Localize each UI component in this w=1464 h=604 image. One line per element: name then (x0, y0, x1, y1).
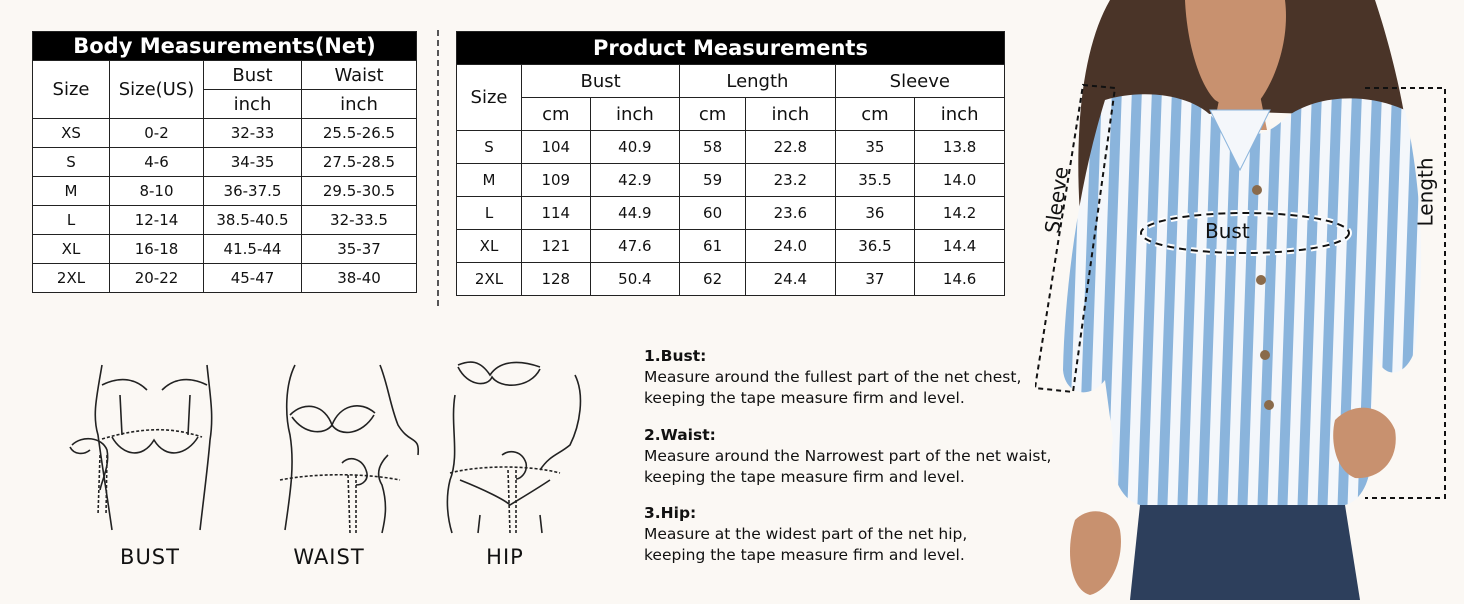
instruction-text: Measure at the widest part of the net hip, (644, 525, 968, 543)
header-bust: Bust (204, 61, 302, 90)
product-photo (1035, 0, 1464, 600)
table-row (457, 263, 1005, 296)
body-measurements-table (32, 31, 417, 293)
instruction-text: Measure around the Narrowest part of the net waist, (644, 447, 1052, 465)
table-cell: L (457, 197, 522, 230)
table-cell: 59 (680, 164, 746, 197)
table-cell: 121 (522, 230, 591, 263)
instruction-text: keeping the tape measure firm and level. (644, 389, 965, 407)
table-cell: 38.5-40.5 (204, 206, 302, 235)
unit-cell: inch (746, 98, 836, 131)
instruction-heading: 3.Hip: (644, 504, 697, 522)
table-cell: 4-6 (110, 148, 204, 177)
table-row (33, 177, 417, 206)
unit-waist: inch (302, 90, 417, 119)
sleeve-annotation-label: Sleeve (1039, 165, 1074, 235)
unit-cell: inch (590, 98, 680, 131)
table-cell: 58 (680, 131, 746, 164)
table-cell: 62 (680, 263, 746, 296)
header-waist: Waist (302, 61, 417, 90)
unit-cell: inch (915, 98, 1005, 131)
table-cell: 13.8 (915, 131, 1005, 164)
table-cell: 22.8 (746, 131, 836, 164)
table-cell: 29.5-30.5 (302, 177, 417, 206)
table-cell: 25.5-26.5 (302, 119, 417, 148)
table-cell: XL (457, 230, 522, 263)
table-cell: 14.4 (915, 230, 1005, 263)
table-cell: 114 (522, 197, 591, 230)
table-cell: 23.2 (746, 164, 836, 197)
table-cell: XS (33, 119, 110, 148)
table-cell: 35-37 (302, 235, 417, 264)
hip-instruction (644, 503, 967, 566)
table-cell: 47.6 (590, 230, 680, 263)
table-cell: 104 (522, 131, 591, 164)
table-cell: XL (33, 235, 110, 264)
instruction-heading: 1.Bust: (644, 347, 707, 365)
table-cell: 36 (835, 197, 915, 230)
table-cell: S (33, 148, 110, 177)
unit-cell: cm (835, 98, 915, 131)
table-row (33, 206, 417, 235)
bust-figure (62, 355, 242, 535)
header-length: Length (680, 65, 835, 98)
header-size: Size (457, 65, 522, 131)
table-cell: 37 (835, 263, 915, 296)
table-row (457, 230, 1005, 263)
table-cell: 128 (522, 263, 591, 296)
table-cell: 16-18 (110, 235, 204, 264)
table-cell: 40.9 (590, 131, 680, 164)
unit-cell: cm (680, 98, 746, 131)
bust-figure-label: BUST (120, 545, 180, 569)
table-row (33, 119, 417, 148)
hip-figure-label: HIP (486, 545, 524, 569)
table-cell: S (457, 131, 522, 164)
table-cell: 61 (680, 230, 746, 263)
table-cell: 50.4 (590, 263, 680, 296)
table-cell: 0-2 (110, 119, 204, 148)
table-cell: 2XL (33, 264, 110, 293)
table-cell: 24.4 (746, 263, 836, 296)
table-cell: 24.0 (746, 230, 836, 263)
table-cell: 41.5-44 (204, 235, 302, 264)
table-row (33, 264, 417, 293)
length-annotation-label: Length (1413, 157, 1438, 227)
table-cell: 20-22 (110, 264, 204, 293)
header-size: Size (33, 61, 110, 119)
bust-instruction (644, 346, 1021, 409)
table-cell: 14.2 (915, 197, 1005, 230)
unit-cell: cm (522, 98, 591, 131)
table-cell: 36-37.5 (204, 177, 302, 206)
table-cell: 44.9 (590, 197, 680, 230)
table-cell: 45-47 (204, 264, 302, 293)
bust-annotation-label: Bust (1205, 219, 1250, 243)
waist-instruction (644, 425, 1051, 488)
dashed-divider (437, 30, 439, 306)
table-cell: 27.5-28.5 (302, 148, 417, 177)
table-cell: 35 (835, 131, 915, 164)
table-cell: 42.9 (590, 164, 680, 197)
waist-figure (270, 355, 430, 535)
table-cell: 2XL (457, 263, 522, 296)
instruction-text: Measure around the fullest part of the net chest, (644, 368, 1022, 386)
instruction-heading: 2.Waist: (644, 426, 716, 444)
table-cell: 32-33 (204, 119, 302, 148)
table-row (33, 235, 417, 264)
table-cell: 14.6 (915, 263, 1005, 296)
table-cell: 35.5 (835, 164, 915, 197)
table-cell: 34-35 (204, 148, 302, 177)
table-cell: 109 (522, 164, 591, 197)
table-cell: M (457, 164, 522, 197)
table-cell: 14.0 (915, 164, 1005, 197)
table-row (457, 131, 1005, 164)
table-row (457, 197, 1005, 230)
unit-bust: inch (204, 90, 302, 119)
body-table-title: Body Measurements(Net) (33, 32, 417, 61)
table-cell: 38-40 (302, 264, 417, 293)
table-cell: 23.6 (746, 197, 836, 230)
table-cell: L (33, 206, 110, 235)
instruction-text: keeping the tape measure firm and level. (644, 546, 965, 564)
table-cell: 36.5 (835, 230, 915, 263)
table-row (33, 148, 417, 177)
table-cell: 12-14 (110, 206, 204, 235)
instruction-text: keeping the tape measure firm and level. (644, 468, 965, 486)
table-cell: M (33, 177, 110, 206)
table-cell: 8-10 (110, 177, 204, 206)
product-table-title: Product Measurements (457, 32, 1005, 65)
hip-figure (440, 355, 600, 535)
table-row (457, 164, 1005, 197)
header-bust: Bust (522, 65, 680, 98)
table-cell: 32-33.5 (302, 206, 417, 235)
product-measurements-table (456, 31, 1005, 296)
header-sleeve: Sleeve (835, 65, 1004, 98)
waist-figure-label: WAIST (293, 545, 365, 569)
header-size-us: Size(US) (110, 61, 204, 119)
table-cell: 60 (680, 197, 746, 230)
